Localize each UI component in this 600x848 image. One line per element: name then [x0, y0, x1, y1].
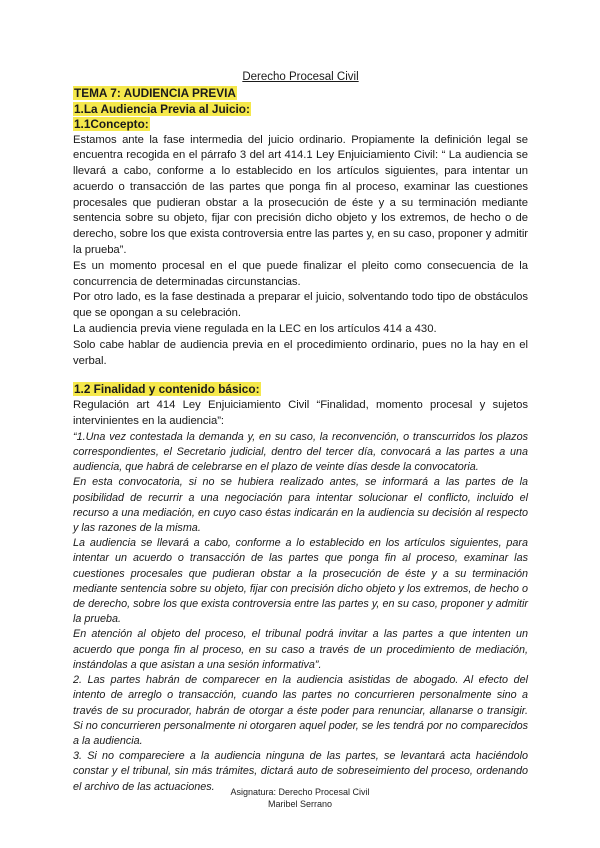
section-1-2-heading	[73, 382, 528, 398]
paragraph: Regulación art 414 Ley Enjuiciamiento Civil “Finalidad, momento procesal y sujetos intervinientes en la audiencia”:	[73, 399, 528, 428]
section-1-1-heading	[73, 117, 528, 133]
paragraph: Solo cabe hablar de audiencia previa en el procedimiento ordinario, pues no la hay en el verbal.	[73, 338, 528, 367]
legal-quote: En atención al objeto del proceso, el tribunal podrá invitar a las partes a que intenten un acuerdo que ponga fin al proceso, en su caso a través de un procedimiento de mediación, instándolas a que asistan a una sesión informativa”.	[73, 628, 528, 671]
section-1-1-title: 1.1Concepto:	[74, 117, 149, 131]
footer-author: Maribel Serrano	[267, 799, 333, 809]
topic-heading	[73, 86, 528, 102]
topic-title: TEMA 7: AUDIENCIA PREVIA	[74, 86, 236, 100]
section-1-heading	[73, 102, 528, 118]
document-body	[73, 70, 528, 795]
section-gap	[73, 369, 528, 382]
page-footer	[0, 786, 600, 810]
paragraph: Estamos ante la fase intermedia del juicio ordinario. Propiamente la definición legal se encuentra recogida en el párrafo 3 del art 414.1 Ley Enjuiciamiento Civil: “ La audiencia se llevará a cabo, conforme a lo establecido en los artículos siguientes, para intentar un acuerdo o transacción de las partes que ponga fin al proceso, examinar las cuestiones procesales que pudieran obstar a la prosecución de éste y a su terminación mediante sentencia sobre su objeto, fijar con precisión dicho objeto y los extremos, de hecho o de derecho, sobre los que exista controversia entre las partes y, en su caso, proponer y admitir la prueba”.	[73, 133, 528, 257]
document-title: Derecho Procesal Civil	[242, 71, 359, 83]
paragraph: Por otro lado, es la fase destinada a preparar el juicio, solventando todo tipo de obstáculos que se opongan a su celebración.	[73, 291, 528, 320]
legal-quote: 3. Si no compareciere a la audiencia ninguna de las partes, se levantará acta haciéndolo constar y el tribunal, sin más trámites, dictará auto de sobreseimiento del proceso, ordenando el archivo de las actuaciones.	[73, 750, 528, 793]
legal-quote: 2. Las partes habrán de comparecer en la audiencia asistidas de abogado. Al efecto del intento de arreglo o transacción, cuando las partes no concurrieren personalmente sino a través de su procurador, habrán de otorgar a éste poder para renunciar, allanarse o transigir. Si no concurrieren personalmente ni otorgaren aquel poder, se les tendrá por no comparecidos a la audiencia.	[73, 674, 528, 747]
footer-subject: Asignatura: Derecho Procesal Civil	[230, 787, 370, 797]
section-1-2-title: 1.2 Finalidad y contenido básico:	[74, 382, 260, 397]
legal-quote: En esta convocatoria, si no se hubiera realizado antes, se informará a las partes de la posibilidad de recurrir a una negociación para intentar solucionar el conflicto, incluido el recurso a una mediación, en cuyo caso éstas indicarán en la audiencia su decisión al respecto y las razones de la misma.	[73, 476, 528, 535]
paragraph: La audiencia previa viene regulada en la LEC en los artículos 414 a 430.	[73, 323, 437, 336]
legal-quote: “1.Una vez contestada la demanda y, en su caso, la reconvención, o transcurridos los plazos correspondientes, el Secretario judicial, dentro del tercer día, convocará a las partes a una audiencia, que habrá de celebrarse en el plazo de veinte días desde la convocatoria.	[73, 430, 528, 474]
legal-quote: La audiencia se llevará a cabo, conforme a lo establecido en los artículos siguientes, para intentar un acuerdo o transacción de las partes que ponga fin al proceso, examinar las cuestiones procesales que pudieran obstar a la prosecución de éste y a su terminación mediante sentencia sobre su objeto, fijar con precisión dicho objeto y los extremos, de hecho o de derecho, sobre los que exista controversia entre las partes y, en su caso, proponer y admitir la prueba.	[73, 537, 528, 626]
section-1-title: 1.La Audiencia Previa al Juicio:	[74, 101, 250, 116]
paragraph: Es un momento procesal en el que puede finalizar el pleito como consecuencia de la concurrencia de determinadas circunstancias.	[73, 259, 528, 288]
